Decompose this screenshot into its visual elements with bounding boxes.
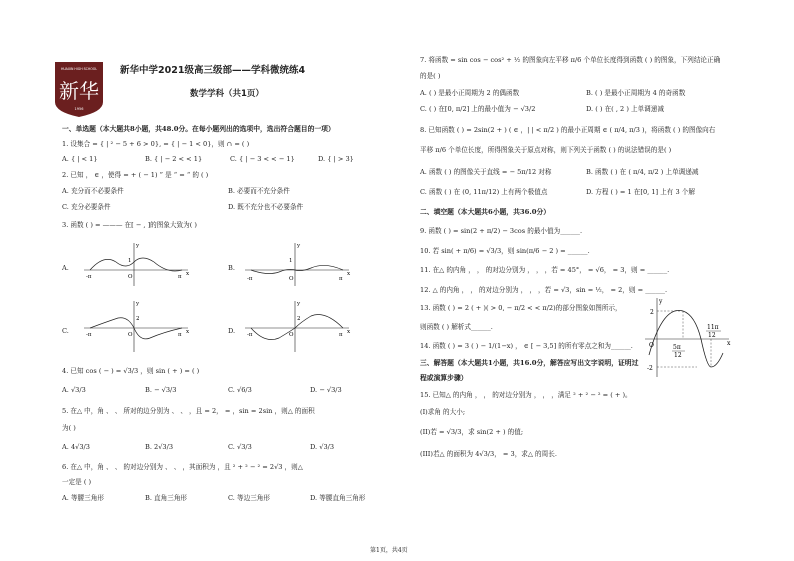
page-footer: 第1页，共4页 — [370, 547, 408, 554]
q6-option-b: B. 直角三角形 — [145, 494, 188, 502]
q13-tick-5pi: 5π — [673, 344, 681, 351]
q5-option-b: B. 2√3/3 — [145, 443, 174, 451]
q8-stem-cont: 平移 π/6 个单位长度，所得图象关于原点对称，则下列关于函数 ( ) 的说法错误的是( ) — [420, 146, 672, 154]
q5-option-c: C. √3/3 — [228, 443, 252, 451]
q13-graph — [643, 295, 733, 380]
q13-stem: 13. 函数 ( ) = 2 ( + )( > 0, − π/2 < < π/2)的部分图象如图所示， — [420, 304, 622, 312]
q15-stem: 15. 已知△ 的内角 ， ， 的对边分别为 ， ， ，满足 ² + ² − ² = ( + )。 — [420, 391, 632, 399]
q3-option-d: D. — [228, 327, 236, 335]
exam-title: 新华中学2021级高三级部——学科微统练4 — [120, 65, 306, 76]
q8-stem: 8. 已知函数 ( ) = 2sin(2 + ) ( ∈ ，| | < π/2 ) 的最小正周期 ∈ ( π/4, π/3 )，将函数 ( ) 的图像向右 — [420, 126, 716, 134]
school-logo — [53, 60, 105, 118]
q4-option-b: B. − √3/3 — [145, 386, 177, 394]
q3c-neg-pi: -π — [86, 332, 92, 338]
q1-option-d: D. { | > 3} — [318, 155, 354, 163]
logo-year: 1956 — [74, 107, 84, 111]
q3c-y: y — [136, 301, 140, 307]
q3b-x: x — [347, 271, 351, 277]
section3-heading-cont: 程或演算步骤） — [420, 374, 468, 382]
q3-graph-c — [82, 298, 192, 356]
section2-heading: 二、填空题（本大题共6小题，共36.0分） — [420, 208, 551, 216]
q3b-one: 1 — [289, 258, 293, 264]
q4-option-a: A. √3/3 — [62, 386, 86, 394]
q3a-one: 1 — [128, 258, 132, 264]
q3-option-b: B. — [228, 264, 235, 272]
q3a-origin: O — [128, 274, 133, 280]
q3-graph-a — [82, 240, 192, 290]
q3a-pi: π — [178, 274, 182, 280]
q3d-pi: π — [339, 332, 343, 338]
q4-stem: 4. 已知 cos ( − ) = √3/3 ，则 sin ( + ) = ( ) — [62, 367, 200, 375]
q7-stem: 7. 将函数 = sin cos − cos² + ½ 的图象向左平移 π/6 个单位长度得到函数 ( ) 的图象，下列结论正确 — [420, 56, 721, 64]
q13-tick-11pi: 11π — [707, 324, 719, 331]
q13-tick-5pi-den: 12 — [674, 352, 682, 359]
q1-option-b: B. { | − 2 < < 1} — [145, 155, 203, 163]
q15-part-i: (I)求角 的大小; — [420, 408, 466, 416]
q7-option-a: A. ( ) 是最小正周期为 2 的偶函数 — [420, 89, 520, 97]
exam-subtitle: 数学学科（共1页） — [190, 89, 264, 99]
q13-tick-11pi-den: 12 — [708, 332, 716, 339]
section3-heading: 三、解答题（本大题共1小题，共16.0分，解答应写出文字说明，证明过 — [420, 359, 639, 367]
q3-graph-d — [243, 298, 353, 356]
logo-text: HUAXIN HIGH SCHOOL — [60, 67, 98, 71]
q3a-y: y — [136, 243, 140, 249]
q10-stem: 10. 若 sin( + π/6) = √3/3，则 sin(π/6 − 2 ) = ______. — [420, 247, 590, 255]
q6-option-d: D. 等腰直角三角形 — [310, 494, 366, 502]
q1-option-c: C. { | − 3 < < − 1} — [230, 155, 295, 163]
q2-option-a: A. 充分而不必要条件 — [62, 187, 124, 195]
q13-x: x — [727, 340, 731, 347]
q13-y: y — [659, 298, 663, 305]
q8-option-d: D. 方程 ( ) = 1 在[0, 1] 上有 3 个解 — [586, 188, 695, 196]
q13-stem-cont: 则函数 ( ) 解析式______. — [420, 323, 493, 331]
q11-stem: 11. 在△ 的内角 ， ， 的对边分别为 ， ， ，若 = 45°， = √6， = 3，则 = ______. — [420, 266, 670, 274]
q3b-neg-pi: -π — [247, 276, 253, 282]
q8-option-a: A. 函数 ( ) 的图像关于直线 = − 5π/12 对称 — [420, 168, 552, 176]
q5-stem-cont: 为( ) — [62, 424, 76, 432]
q3d-x: x — [347, 329, 351, 335]
q6-stem-cont: 一定是 ( ) — [62, 478, 92, 486]
q13-tick-neg2: -2 — [647, 365, 653, 372]
q3b-y: y — [297, 243, 301, 249]
q3d-y: y — [297, 301, 301, 307]
logo-chars: 新华 — [59, 79, 99, 103]
q7-option-b: B. ( ) 是最小正周期为 4 的奇函数 — [586, 89, 686, 97]
q5-option-d: D. √3/3 — [310, 443, 335, 451]
q13-origin: O — [649, 342, 654, 349]
q1-option-a: A. { | < 1} — [62, 155, 98, 163]
section1-heading: 一、单选题（本大题共8小题，共48.0分。在每小题列出的选项中，选出符合题目的一项） — [62, 125, 335, 133]
q2-option-c: C. 充分必要条件 — [62, 203, 111, 211]
q3a-neg-pi: -π — [86, 274, 92, 280]
q3-option-c: C. — [62, 327, 69, 335]
q3c-x: x — [186, 329, 190, 335]
q5-stem: 5. 在△ 中，角 、 、 所对的边分别为 、 、 ，且 = 2， = ，sin = 2sin ，则△ 的面积 — [62, 407, 315, 415]
q9-stem: 9. 函数 ( ) = sin(2 + π/2) − 3cos 的最小值为______. — [420, 227, 583, 235]
q8-option-c: C. 函数 ( ) 在 (0, 11π/12) 上有两个极值点 — [420, 188, 548, 196]
q3d-neg-pi: -π — [247, 332, 253, 338]
q13-tick-2: 2 — [650, 309, 654, 316]
q2-stem: 2. 已知 ， ∈ ，使得 = + ( − 1) ” 是 “ = “ 的 ( ) — [62, 171, 209, 179]
q3c-two: 2 — [136, 316, 140, 322]
q2-option-b: B. 必要而不充分条件 — [228, 187, 290, 195]
q3b-pi: π — [339, 276, 343, 282]
q1-stem: 1. 设集合 = { | ² − 5 + 6 > 0}, = { | − 1 < 0}，则 ∩ = ( ) — [62, 140, 250, 148]
q3c-pi: π — [178, 332, 182, 338]
q6-option-a: A. 等腰三角形 — [62, 494, 104, 502]
q7-stem-cont: 的是( ) — [420, 72, 441, 80]
q3-stem: 3. 函数 ( ) = ——— 在[ − , ]的图象大致为( ) — [62, 221, 197, 229]
q2-option-d: D. 既不充分也不必要条件 — [228, 203, 304, 211]
q14-stem: 14. 函数 ( ) = 3 ( ) − 1/(1−x) ， ∈ [ − 3,5] 的所有零点之和为______. — [420, 342, 633, 350]
q15-part-ii: (II)若 = √3/3，求 sin(2 + ) 的值; — [420, 428, 524, 436]
q3b-origin: O — [289, 276, 294, 282]
q3-graph-b — [243, 240, 353, 290]
q15-part-iii: (III)若△ 的面积为 4√3/3， = 3，求△ 的周长. — [420, 450, 557, 458]
q7-option-c: C. ( ) 在[0, π/2] 上的最小值为 − √3/2 — [420, 105, 536, 113]
q3d-two: 2 — [297, 316, 301, 322]
q6-option-c: C. 等边三角形 — [228, 494, 270, 502]
q3c-origin: O — [128, 332, 133, 338]
q6-stem: 6. 在△ 中，角 、 、 的对边分别为 、 、 ，其面积为 ，且 ² + ² − ² = 2√3 ，则△ — [62, 463, 303, 471]
q5-option-a: A. 4√3/3 — [62, 443, 90, 451]
q3-option-a: A. — [62, 264, 69, 272]
q3d-origin: O — [289, 332, 294, 338]
q3a-x: x — [186, 271, 190, 277]
q8-option-b: B. 函数 ( ) 在 ( π/4, π/2 ) 上单调递减 — [586, 168, 699, 176]
q4-option-c: C. √6/3 — [228, 386, 252, 394]
q4-option-d: D. − √3/3 — [310, 386, 342, 394]
q12-stem: 12. △ 的内角 ， ， 的对边分别为 ， ， ，若 = √3，sin = ½， = 2，则 = ______. — [420, 286, 668, 294]
q7-option-d: D. ( ) 在( , 2 ) 上单调递减 — [586, 105, 664, 113]
